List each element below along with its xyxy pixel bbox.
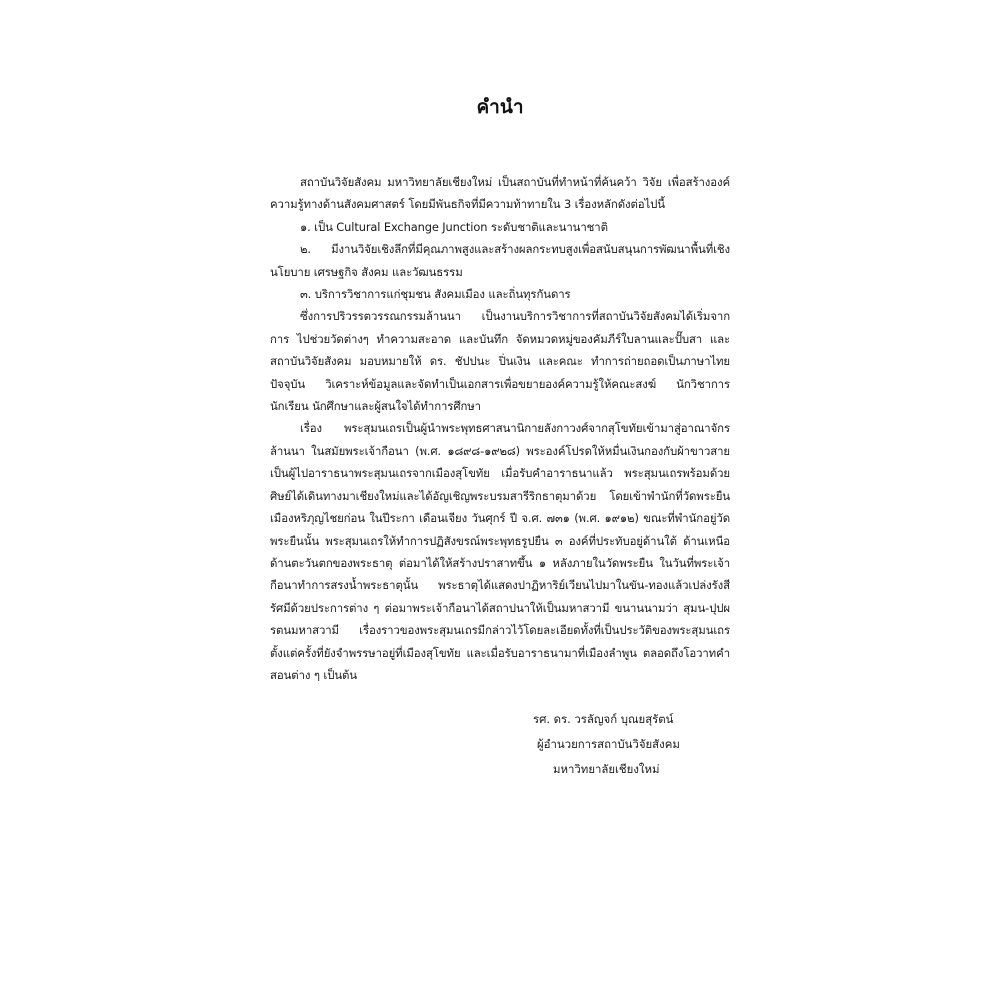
- paragraph-intro: สถาบันวิจัยสังคม มหาวิทยาลัยเชียงใหม่ เป็นสถาบันที่ทำหน้าที่ค้นคว้า วิจัย เพื่อสร้างองค์ความรู้ทางด้านสังคมศาสตร์ โดยมีพันธกิจที่มีความท้าทายใน 3 เรื่องหลักดังต่อไปนี้: [270, 175, 730, 212]
- signature-name: รศ. ดร. วรลัญจก์ บุณยสุรัตน์: [533, 712, 674, 726]
- document-body: [270, 171, 730, 686]
- paragraph-lanna-literature: ซึ่งการปริวรรตวรรณกรรมล้านนา เป็นงานบริการวิชาการที่สถาบันวิจัยสังคมได้เริ่มจากการ ไปช่วยวัดต่างๆ ทำความสะอาด และบันทึก จัดหมวดหมู่ของคัมภีร์ใบลานและปั๊บสา และสถาบันวิจัยสังคม มอบหมายให้ ดร. ชัปปนะ ปิ่นเงิน และคณะ ทำการถ่ายถอดเป็นภาษาไทยปัจจุบัน วิเคราะห์ข้อมูลและจัดทำเป็นเอกสารเพื่อขยายองค์ความรู้ให้คณะสงฆ์ นักวิชาการ นักเรียน นักศึกษาและผู้สนใจได้ทำการศึกษา: [270, 309, 730, 414]
- paragraph-mission-3: ๓. บริการวิชาการแก่ชุมชน สังคมเมือง และถิ่นทุรกันดาร: [300, 287, 571, 302]
- paragraph-story: เรื่อง พระสุมนเถรเป็นผู้นำพระพุทธศาสนานิกายลังกาวงศ์จากสุโขทัยเข้ามาสู่อาณาจักรล้านนา ในสมัยพระเจ้ากือนา (พ.ศ. ๑๘๙๘-๑๙๒๘) พระองค์โปรดให้หมื่นเงินกองกับผ้าขาวสายเป็นผู้ไปอาราธนาพระสุมนเถรจากเมืองสุโขทัย เมื่อรับคำอาราธนาแล้ว พระสุมนเถรพร้อมด้วยศิษย์ได้เดินทางมาเชียงใหม่และได้อัญเชิญพระบรมสารีริกธาตุมาด้วย โดยเข้าพำนักที่วัดพระยืน เมืองหริภุญไชยก่อน ในปีระกา เดือนเจียง วันศุกร์ ปี จ.ศ. ๗๓๑ (พ.ศ. ๑๙๑๒) ขณะที่พำนักอยู่วัดพระยืนนั้น พระสุมนเถรให้ทำการปฏิสังขรณ์พระพุทธรูปยืน ๓ องค์ที่ประทับอยู่ด้านใต้ ด้านเหนือ ด้านตะวันตกของพระธาตุ ต่อมาได้ให้สร้างปราสาทขึ้น ๑ หลังภายในวัดพระยืน ในวันที่พระเจ้ากือนาทำการสรงน้ำพระธาตุนั้น พระธาตุได้แสดงปาฏิหาริย์เวียนไปมาในขัน-ทองแล้วเปล่งรังสีรัศมีด้วยประการต่าง ๆ ต่อมาพระเจ้ากือนาได้สถาปนาให้เป็นมหาสวามี ขนานนามว่า สุมน-ปุปผรตนมหาสวามี เรื่องราวของพระสุมนเถรมีกล่าวไว้โดยละเอียดทั้งที่เป็นประวัติของพระสุมนเถรตั้งแต่ครั้งที่ยังจำพรรษาอยู่ที่เมืองสุโขทัย และเมื่อรับอาราธนามาที่เมืองลำพูน ตลอดถึงโอวาทคำสอนต่าง ๆ เป็นต้น: [270, 421, 730, 682]
- signature-organization: มหาวิทยาลัยเชียงใหม่: [553, 762, 660, 776]
- page-title: คำนำ: [476, 96, 524, 118]
- paragraph-mission-1: ๑. เป็น Cultural Exchange Junction ระดับชาติและนานาชาติ: [300, 219, 608, 234]
- signature-position: ผู้อำนวยการสถาบันวิจัยสังคม: [537, 737, 680, 751]
- paragraph-mission-2: ๒. มีงานวิจัยเชิงลึกที่มีคุณภาพสูงและสร้างผลกระทบสูงเพื่อสนับสนุนการพัฒนาพื้นที่เชิงนโยบาย เศรษฐกิจ สังคม และวัฒนธรรม: [270, 242, 730, 279]
